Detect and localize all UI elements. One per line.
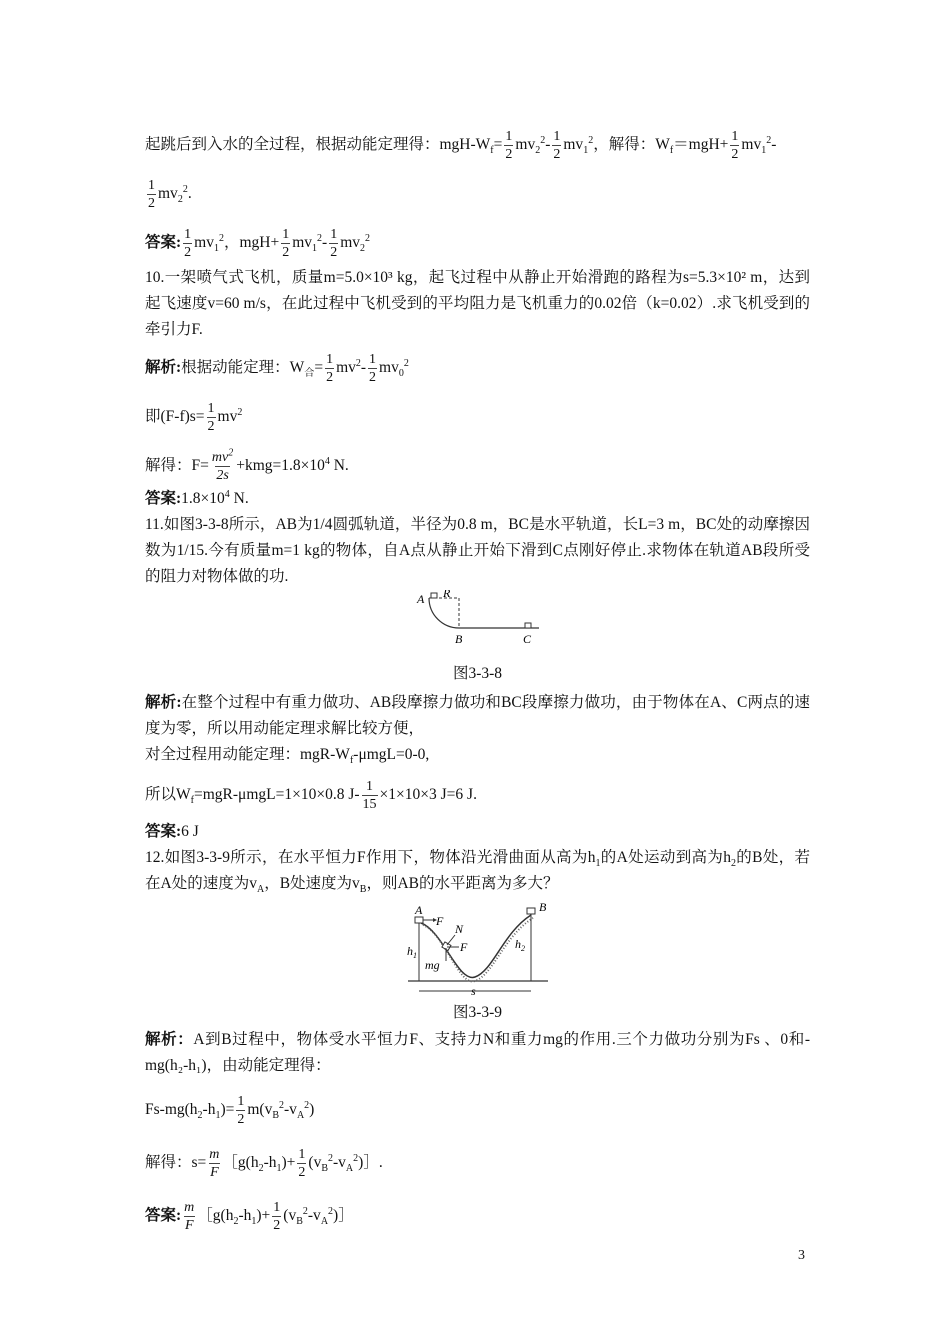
label-f1: F [435, 914, 443, 928]
q10-answer: 答案$:1.8\times 10^4$ N. [145, 488, 249, 507]
label-s: s [470, 984, 476, 998]
arc-track [429, 598, 459, 628]
fraction-half: $\frac{1}{2}$ [148, 178, 155, 211]
q9-line1: 起跳后到入水的全过程，根据动能定理得：mgH-$W_f=$ $\frac{1}{2}$ $mv_2^2-$ $\frac{1}{2}$ $mv_1^2$，解得：$W_f=mgH+$ $\frac{1}{2}$ $mv_1^2-$ [145, 129, 777, 162]
fraction-half: $\frac{1}{2}$ [184, 227, 192, 260]
figure-3-3-8 [413, 590, 543, 654]
fraction-m-over-f: $\frac{m}{F}$ [209, 1147, 220, 1180]
q11-solution-line3: 所以$W_f=mgR-\mu mgL=1\times 10\times 0.8$ J- $\frac{1}{15}$ ×1×10×3 J=6 J. [145, 779, 477, 812]
figure-caption: 图3-3-9 [452, 1004, 503, 1021]
label-h1: $h_1$ [406, 944, 417, 960]
label-b: B [538, 903, 546, 914]
label-a: A [414, 903, 422, 917]
block-at-a [415, 917, 423, 923]
q11-solution: 解析:在整个过程中有重力做功、AB段摩擦力做功和BC段摩擦力做功，由于物体在A、C两点的速度为零，所以用动能定理求解比较方便， [145, 694, 810, 737]
label-c: C [522, 632, 531, 646]
answer-label: 答案: [145, 234, 182, 252]
fraction-half: $\frac{1}{2}$ [207, 401, 215, 434]
q10-solution-line3: 解得：F= $\frac{mv^2}{2s}$ $+kmg=1.8\times 10^4$ N. [145, 447, 349, 483]
q9-answer: 答案: $\frac{1}{2}$ $mv_1^2$，mgH+ $\frac{1}{2}$ $mv_1^2-$ $\frac{1}{2}$ $mv_2^2$ [145, 227, 371, 260]
q10-solution-line1: 解析:根据动能定理：$W_合=$ $\frac{1}{2}$ $mv^2-$ $\frac{1}{2}$ $mv_0^2$ [145, 352, 409, 385]
q11-stem: 11.如图3-3-8所示，AB为1/4圆弧轨道，半径为0.8 m，BC是水平轨道，长L=3 m，BC处的动摩擦因数为1/15.今有质量m=1 kg的物体，自A点从静止开始下滑到C点刚好停止.求物体在轨道AB段所受的阻力对物体做的功. [145, 516, 810, 585]
q10-solution-line2: 即(F-f)s= $\frac{1}{2}$ $mv^2$ [145, 401, 243, 434]
figure-caption: 图3-3-8 [452, 665, 503, 682]
q11-answer: 答案:6 J [145, 823, 199, 840]
q9-line2: $\frac{1}{2}$ $mv_2^2$. [148, 178, 192, 211]
label-n: N [454, 922, 463, 936]
fraction-half: $\frac{1}{2}$ [326, 352, 334, 385]
q12-stem: 12.如图3-3-9所示，在水平恒力F作用下，物体沿光滑曲面从高为$h_1$的A处运动到高为$h_2$的B处，若在A处的速度为$v_A$，B处速度为$v_B$，则AB的水平距离为多大？ [145, 849, 810, 896]
q12-result: 解得：s= $\frac{m}{F}$ $[g(h_2-h_1)+$ $\frac{1}{2}$ $(v_B^2-v_A^2)]$. [145, 1147, 383, 1180]
fraction-half: $\frac{1}{2}$ [330, 227, 338, 260]
label-mg: mg [424, 958, 440, 972]
fraction-1-15: $\frac{1}{15}$ [362, 779, 377, 812]
block-at-c [525, 623, 531, 628]
figure-3-3-9 [403, 903, 553, 1003]
label-r: R [442, 590, 450, 600]
page-number: 3 [798, 1248, 805, 1263]
fraction-half: $\frac{1}{2}$ [237, 1094, 245, 1127]
fraction-half: $\frac{1}{2}$ [298, 1147, 306, 1180]
normal-force-arrow [447, 935, 455, 945]
fraction-half: $\frac{1}{2}$ [369, 352, 377, 385]
q10-stem: 10.一架喷气式飞机，质量m=5.0×10³ kg，起飞过程中从静止开始滑跑的路程为s=5.3×10² m，达到起飞速度v=60 m/s，在此过程中飞机受到的平均阻力是飞机重力的0.02倍（k=0.02）.求飞机受到的牵引力F. [145, 269, 810, 338]
fraction-half: $\frac{1}{2}$ [731, 129, 739, 162]
document-page [145, 128, 810, 1234]
fraction-half: $\frac{1}{2}$ [505, 129, 513, 162]
q12-equation: $Fs-mg(h_2-h_1)=$ $\frac{1}{2}$ $m(v_B^2-v_A^2)$ [145, 1094, 315, 1127]
block-at-b [527, 908, 535, 914]
q12-answer: 答案: $\frac{m}{F}$ $[g(h_2-h_1)+$ $\frac{1}{2}$ $(v_B^2-v_A^2)]$ [145, 1200, 354, 1233]
q12-solution: 解析：A到B过程中，物体受水平恒力F、支持力N和重力mg的作用.三个力做功分别为Fs 、0和-mg(h₂-h₁)，由动能定理得： [145, 1031, 810, 1074]
fraction-half: $\frac{1}{2}$ [553, 129, 561, 162]
fraction-half: $\frac{1}{2}$ [282, 227, 290, 260]
label-h2: $h_2$ [514, 937, 525, 953]
q11-solution-line2: 对全过程用动能定理：mgR-$W_f-\mu mgL=0-0$, [145, 746, 430, 767]
block-at-a [431, 593, 437, 598]
fraction-half: $\frac{1}{2}$ [273, 1200, 281, 1233]
label-f2: F [459, 940, 467, 954]
fraction-mv2-over-2s: $\frac{mv^2}{2s}$ [211, 447, 234, 483]
label-b: B [454, 632, 462, 646]
fraction-m-over-f: $\frac{m}{F}$ [184, 1200, 195, 1233]
label-a: A [416, 592, 424, 606]
